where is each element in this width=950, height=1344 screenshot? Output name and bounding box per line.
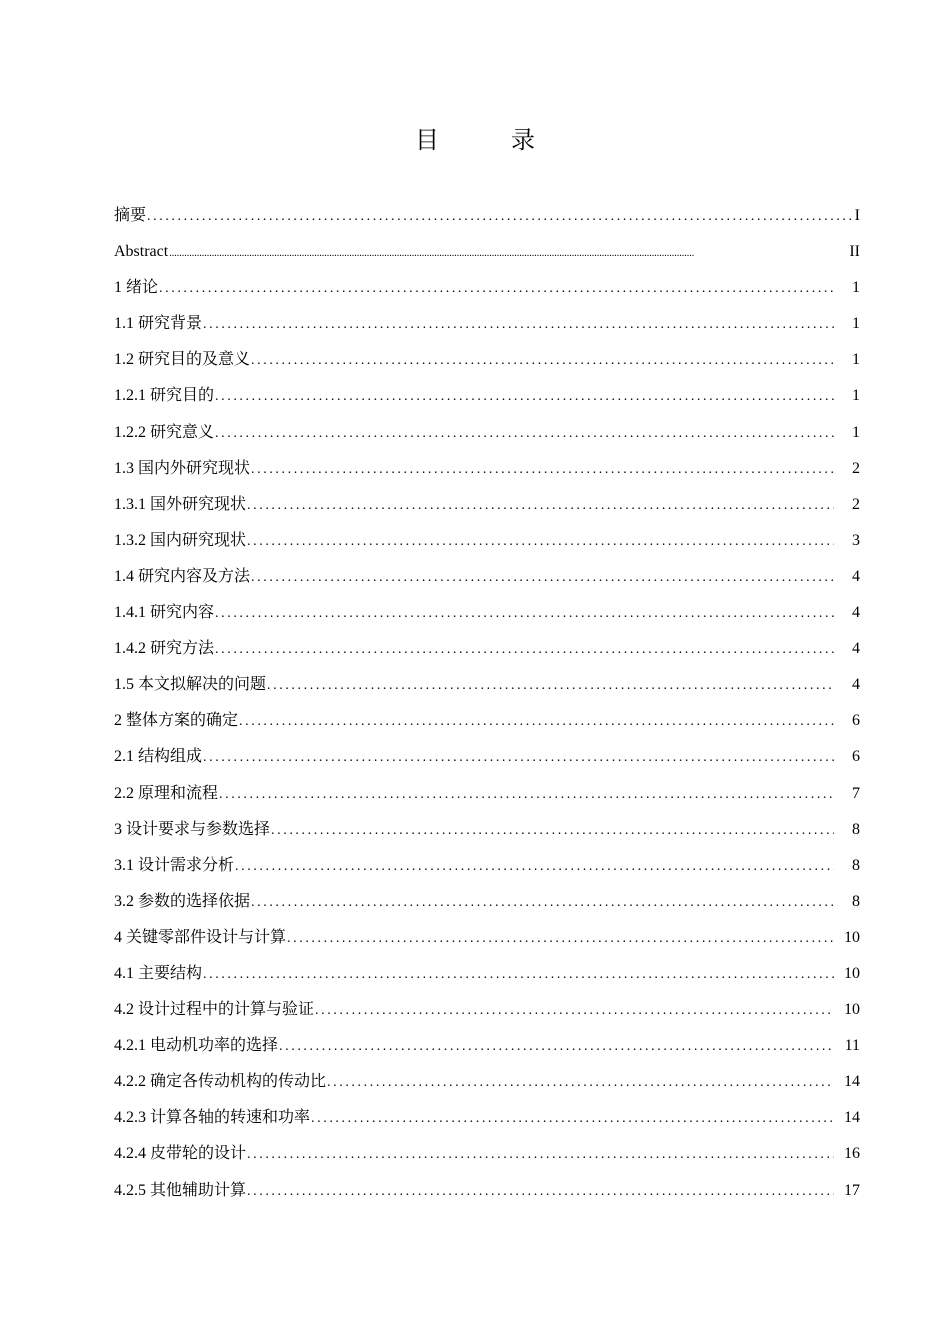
toc-entry[interactable] (114, 739, 860, 775)
toc-entry-label: 1.4 研究内容及方法 (114, 567, 251, 585)
toc-entry-page-number: 2 (852, 495, 860, 513)
toc-entry-page-number: 8 (852, 820, 860, 838)
toc-entry[interactable] (114, 415, 860, 451)
toc-entry[interactable] (114, 703, 860, 739)
dot-leader (215, 632, 834, 667)
dot-leader (215, 596, 834, 631)
toc-entry-page-number: 17 (844, 1181, 860, 1199)
toc-entry-page-number: 11 (844, 1037, 860, 1055)
dot-leader (235, 849, 834, 884)
toc-entry[interactable] (114, 667, 860, 703)
toc-entry-page-number: II (849, 243, 860, 261)
toc-entry-label: 1.3 国内外研究现状 (114, 459, 251, 477)
toc-entry-page-number: 3 (852, 531, 860, 549)
toc-entry-label: 4 关键零部件设计与计算 (114, 928, 287, 946)
dot-leader (203, 307, 834, 342)
toc-entry[interactable] (114, 451, 860, 487)
dot-leader (147, 199, 851, 234)
toc-entry[interactable] (114, 992, 860, 1028)
toc-entry-label: 1.2.1 研究目的 (114, 387, 215, 405)
toc-entry-page-number: 8 (852, 856, 860, 874)
toc-entry-page-number: 6 (852, 712, 860, 730)
dot-leader (239, 704, 834, 739)
dot-leader (215, 416, 834, 451)
toc-entry-label: 1.2 研究目的及意义 (114, 351, 251, 369)
toc-entry[interactable] (114, 306, 860, 342)
dot-leader (215, 379, 834, 414)
toc-entry-label: 1.4.1 研究内容 (114, 604, 215, 622)
toc-entry-page-number: 8 (852, 892, 860, 910)
toc-entry[interactable] (114, 270, 860, 306)
toc-entry-label: 4.2 设计过程中的计算与验证 (114, 1001, 315, 1019)
dot-leader (315, 993, 834, 1028)
dot-leader (203, 740, 834, 775)
toc-entry[interactable] (114, 523, 860, 559)
toc-entry-label: 摘要 (114, 207, 147, 224)
toc-entry[interactable] (114, 1028, 860, 1064)
toc-entry[interactable] (114, 1136, 860, 1172)
toc-entry-page-number: 4 (852, 676, 860, 694)
toc-entry-label: 2.1 结构组成 (114, 748, 203, 766)
toc-entry[interactable] (114, 848, 860, 884)
toc-entry-page-number: 1 (852, 315, 860, 333)
toc-entry-page-number: 1 (852, 387, 860, 405)
dot-leader (247, 524, 834, 559)
toc-entry-page-number: 14 (844, 1073, 860, 1091)
table-of-contents (114, 198, 860, 1209)
toc-entry[interactable] (114, 234, 860, 270)
toc-entry-label: 3.2 参数的选择依据 (114, 892, 251, 910)
toc-entry[interactable] (114, 956, 860, 992)
toc-entry-page-number: 2 (852, 459, 860, 477)
toc-entry-label: 1.5 本文拟解决的问题 (114, 676, 267, 694)
dot-leader (267, 668, 834, 703)
toc-entry-label: 4.1 主要结构 (114, 964, 203, 982)
toc-entry[interactable] (114, 487, 860, 523)
toc-entry-label: 3 设计要求与参数选择 (114, 820, 271, 838)
toc-entry[interactable] (114, 812, 860, 848)
toc-entry-page-number: 7 (852, 784, 860, 802)
toc-entry-page-number: 4 (852, 640, 860, 658)
toc-entry-label: 1.1 研究背景 (114, 315, 203, 333)
toc-entry-label: 2.2 原理和流程 (114, 784, 219, 802)
dot-leader (203, 957, 834, 992)
dot-leader (311, 1101, 834, 1136)
toc-entry[interactable] (114, 559, 860, 595)
dot-leader (287, 921, 834, 956)
dot-leader (251, 560, 834, 595)
toc-entry-label: 1.2.2 研究意义 (114, 423, 215, 441)
toc-entry[interactable] (114, 776, 860, 812)
toc-entry-page-number: 4 (852, 567, 860, 585)
toc-entry-label: 4.2.5 其他辅助计算 (114, 1181, 247, 1199)
toc-entry-page-number: 10 (844, 964, 860, 982)
toc-entry-label: 4.2.3 计算各轴的转速和功率 (114, 1109, 311, 1127)
toc-entry-label: 3.1 设计需求分析 (114, 856, 235, 874)
toc-entry-page-number: 10 (844, 928, 860, 946)
toc-entry[interactable] (114, 378, 860, 414)
toc-entry[interactable] (114, 920, 860, 956)
dot-leader (271, 813, 834, 848)
toc-entry[interactable] (114, 1173, 860, 1209)
dot-leader (279, 1029, 834, 1064)
toc-entry[interactable] (114, 1064, 860, 1100)
toc-entry[interactable] (114, 342, 860, 378)
toc-entry-label: 1.3.2 国内研究现状 (114, 531, 247, 549)
toc-entry-page-number: 10 (844, 1001, 860, 1019)
toc-entry-label: 1.3.1 国外研究现状 (114, 495, 247, 513)
toc-entry-label: 1 绪论 (114, 279, 159, 297)
dot-leader (251, 452, 834, 487)
toc-entry-page-number: 6 (852, 748, 860, 766)
dot-leader (159, 271, 834, 306)
toc-entry[interactable] (114, 631, 860, 667)
dot-leader (251, 343, 834, 378)
dot-leader (327, 1065, 834, 1100)
toc-entry-page-number: 16 (844, 1145, 860, 1163)
toc-entry-page-number: 1 (852, 279, 860, 297)
dot-leader (247, 1174, 834, 1209)
toc-entry-page-number: I (854, 207, 860, 224)
toc-entry-page-number: 14 (844, 1109, 860, 1127)
toc-entry-page-number: 1 (852, 423, 860, 441)
toc-entry-label: 4.2.2 确定各传动机构的传动比 (114, 1073, 327, 1091)
toc-entry[interactable] (114, 1100, 860, 1136)
toc-entry[interactable] (114, 884, 860, 920)
toc-entry-label: Abstract (114, 243, 169, 261)
dot-leader (251, 885, 834, 920)
toc-entry-page-number: 1 (852, 351, 860, 369)
dot-leader (219, 777, 834, 812)
dot-leader (247, 488, 834, 523)
toc-entry[interactable] (114, 595, 860, 631)
toc-entry-label: 1.4.2 研究方法 (114, 640, 215, 658)
toc-entry-label: 2 整体方案的确定 (114, 712, 239, 730)
toc-entry[interactable] (114, 198, 860, 234)
toc-entry-label: 4.2.4 皮带轮的设计 (114, 1145, 247, 1163)
dot-leader (169, 236, 847, 270)
toc-entry-page-number: 4 (852, 604, 860, 622)
dot-leader (247, 1137, 834, 1172)
page-title: 目 录 (415, 126, 559, 154)
toc-entry-label: 4.2.1 电动机功率的选择 (114, 1037, 279, 1055)
